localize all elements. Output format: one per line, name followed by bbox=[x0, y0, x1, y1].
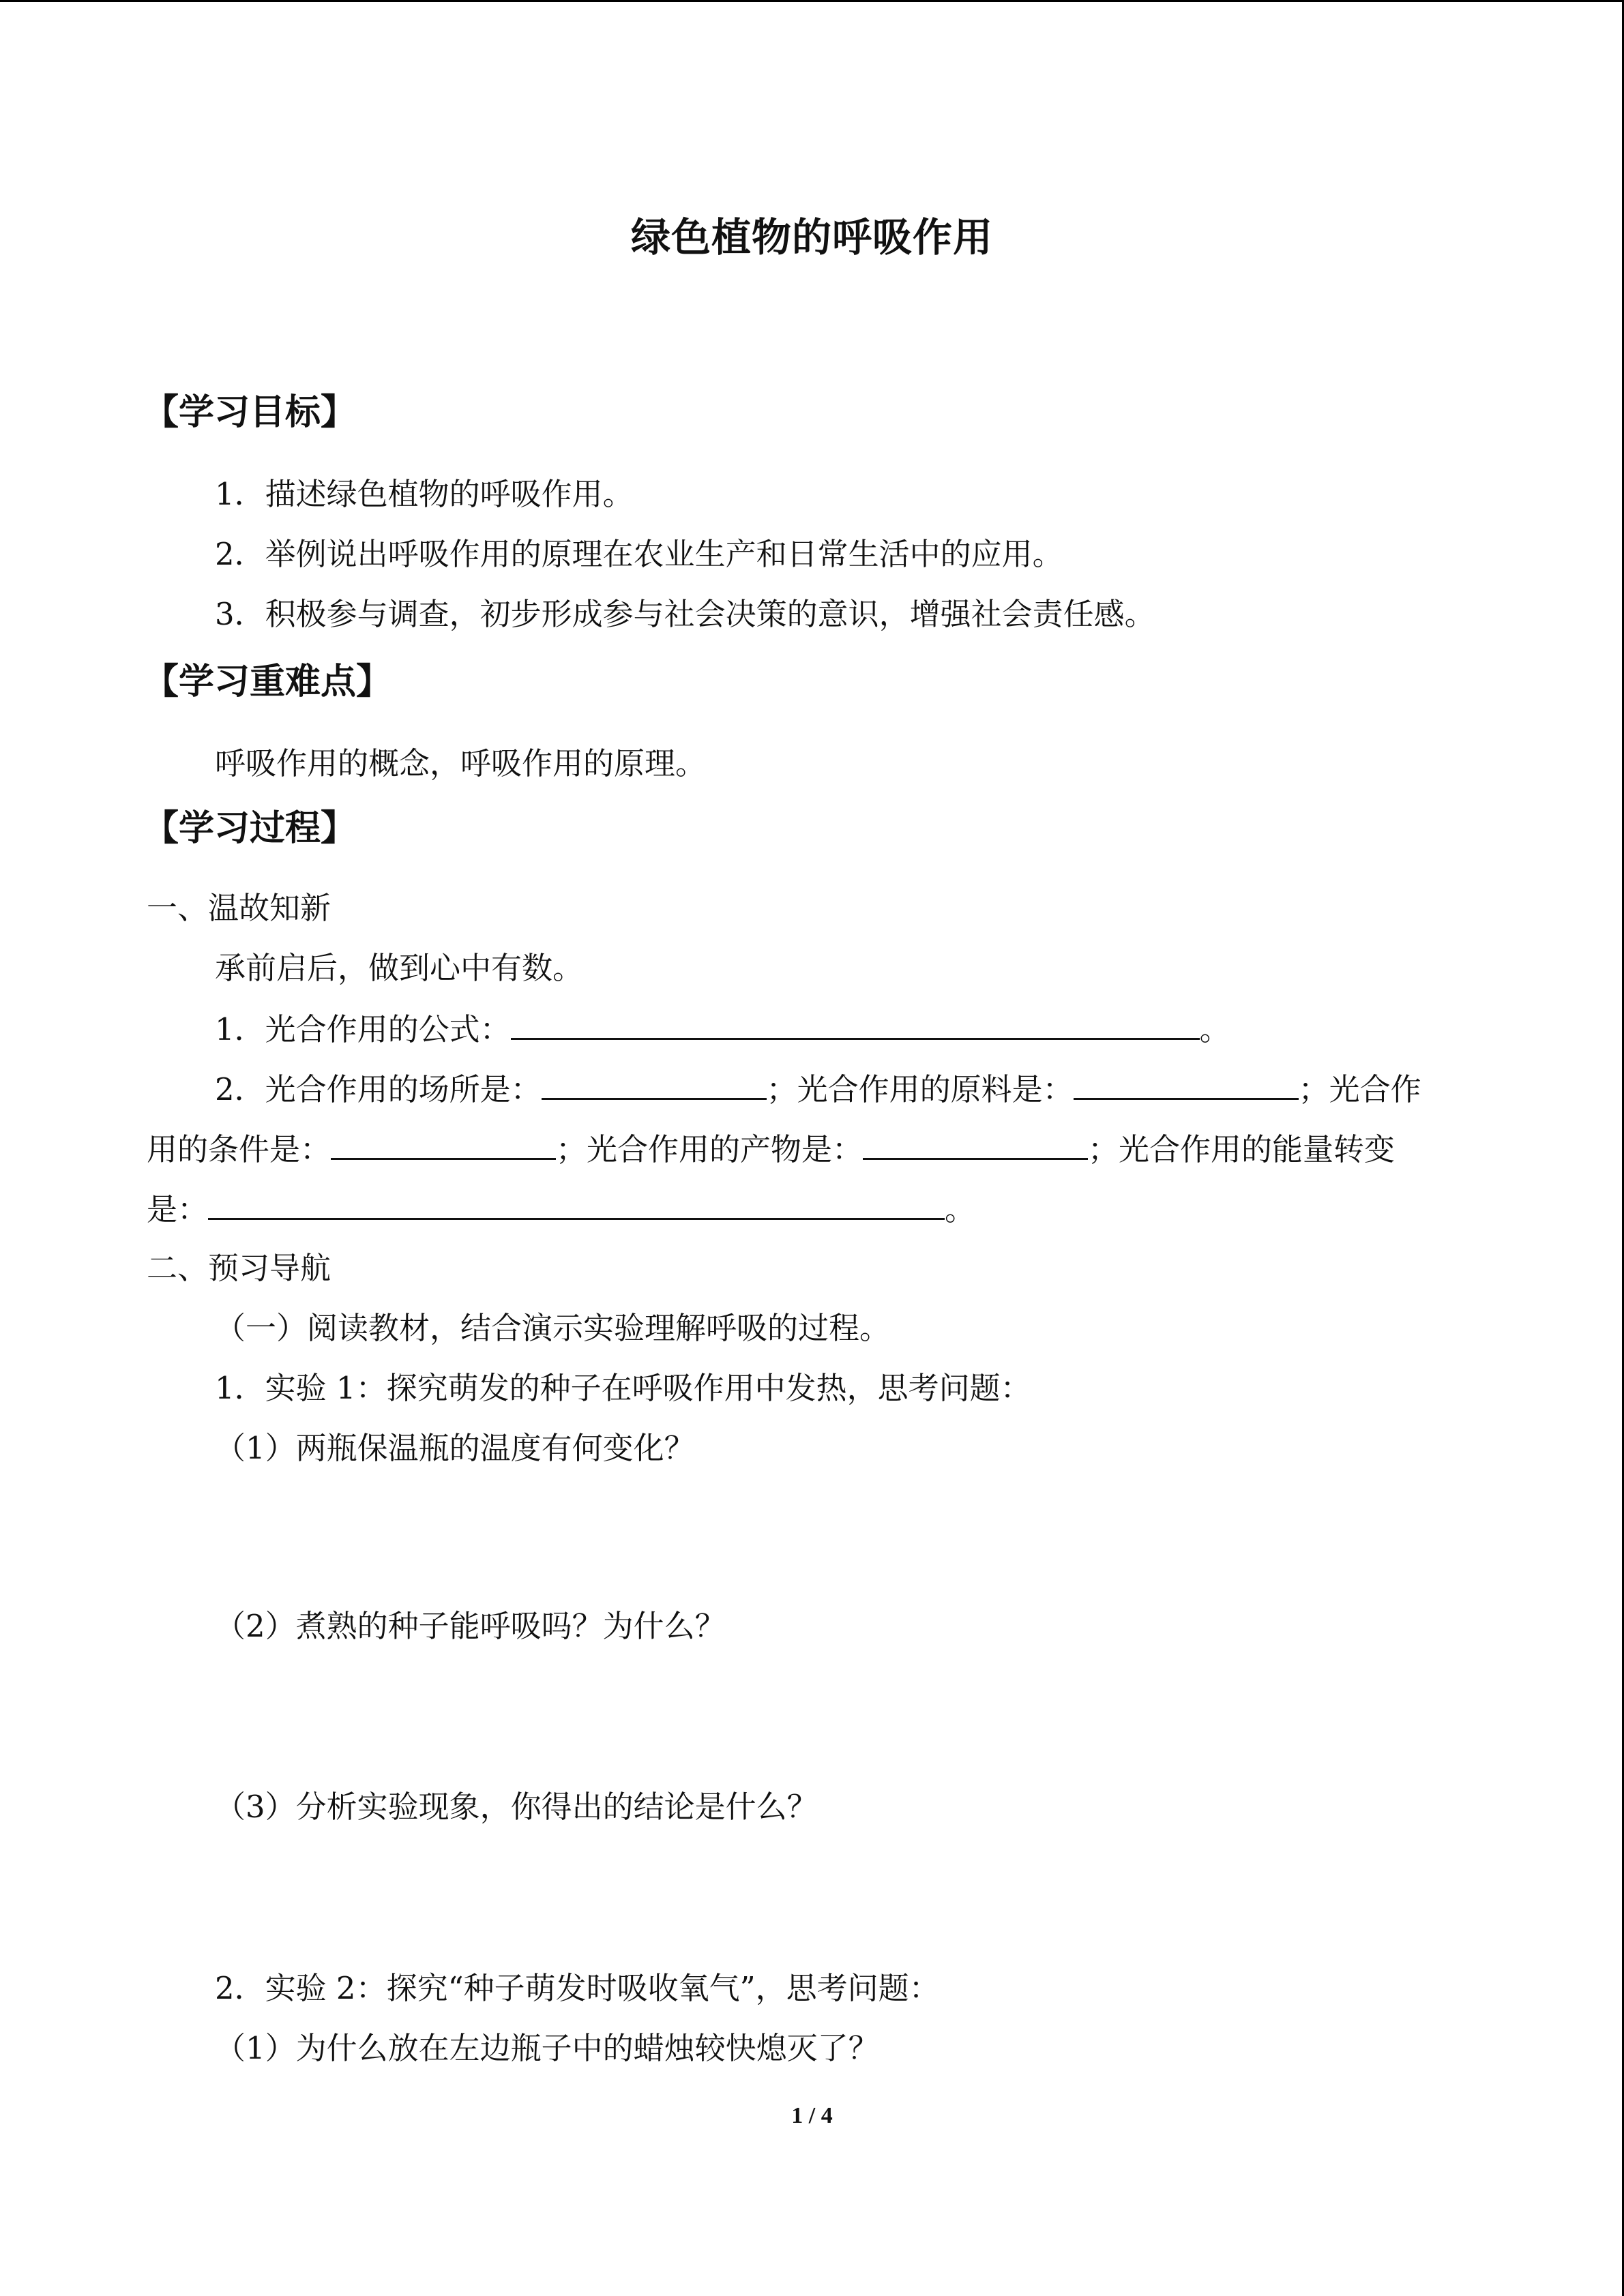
review-question-2-line-2 bbox=[147, 1128, 1395, 1170]
q2-text-c: ；光合作 bbox=[1298, 1071, 1421, 1107]
preview-heading: 二、预习导航 bbox=[147, 1250, 331, 1286]
energy-conversion-answer-blank[interactable] bbox=[208, 1188, 945, 1220]
raw-material-answer-blank[interactable] bbox=[1074, 1068, 1299, 1100]
review-question-2-line-1 bbox=[215, 1068, 1421, 1110]
goal-item-1: 1．描述绿色植物的呼吸作用。 bbox=[215, 476, 634, 512]
review-question-1 bbox=[215, 1008, 1230, 1050]
review-intro: 承前启后，做到心中有数。 bbox=[215, 950, 584, 986]
review-question-2-line-3 bbox=[147, 1188, 975, 1230]
preview-part-1: （一）阅读教材，结合演示实验理解呼吸的过程。 bbox=[215, 1310, 891, 1346]
section-heading-key-points: 【学习重难点】 bbox=[143, 661, 392, 702]
formula-answer-blank[interactable] bbox=[511, 1008, 1200, 1040]
goal-item-3: 3．积极参与调查，初步形成参与社会决策的意识，增强社会责任感。 bbox=[215, 596, 1155, 632]
experiment-1-question-2: （2）煮熟的种子能呼吸吗？为什么？ bbox=[215, 1608, 726, 1644]
q2-text-f: ；光合作用的能量转变 bbox=[1088, 1131, 1396, 1167]
experiment-1-question-3: （3）分析实验现象，你得出的结论是什么？ bbox=[215, 1789, 818, 1825]
q2-text-b: ；光合作用的原料是： bbox=[766, 1071, 1074, 1107]
experiment-1: 1．实验 1：探究萌发的种子在呼吸作用中发热，思考问题： bbox=[215, 1370, 1031, 1406]
q1-end: 。 bbox=[1199, 1011, 1230, 1047]
product-answer-blank[interactable] bbox=[863, 1128, 1088, 1160]
q2-text-d: 用的条件是： bbox=[147, 1131, 331, 1167]
section-heading-process: 【学习过程】 bbox=[143, 808, 357, 849]
key-points-text: 呼吸作用的概念，呼吸作用的原理。 bbox=[215, 745, 707, 781]
condition-answer-blank[interactable] bbox=[331, 1128, 556, 1160]
experiment-2-question-1: （1）为什么放在左边瓶子中的蜡烛较快熄灭了？ bbox=[215, 2030, 879, 2066]
site-answer-blank[interactable] bbox=[542, 1068, 767, 1100]
experiment-1-question-1: （1）两瓶保温瓶的温度有何变化？ bbox=[215, 1430, 695, 1466]
goal-item-2: 2．举例说出呼吸作用的原理在农业生产和日常生活中的应用。 bbox=[215, 536, 1063, 572]
document-title: 绿色植物的呼吸作用 bbox=[630, 214, 993, 260]
section-heading-goals: 【学习目标】 bbox=[143, 392, 357, 433]
page-number: 1 / 4 bbox=[791, 2103, 833, 2128]
q2-text-a: 2．光合作用的场所是： bbox=[215, 1071, 542, 1107]
experiment-2: 2．实验 2：探究“种子萌发时吸收氧气”，思考问题： bbox=[215, 1970, 940, 2006]
q2-end: 。 bbox=[945, 1191, 976, 1227]
q2-text-g: 是： bbox=[147, 1191, 209, 1227]
review-heading: 一、温故知新 bbox=[147, 890, 331, 926]
q1-label: 1．光合作用的公式： bbox=[215, 1011, 511, 1047]
q2-text-e: ；光合作用的产物是： bbox=[556, 1131, 863, 1167]
